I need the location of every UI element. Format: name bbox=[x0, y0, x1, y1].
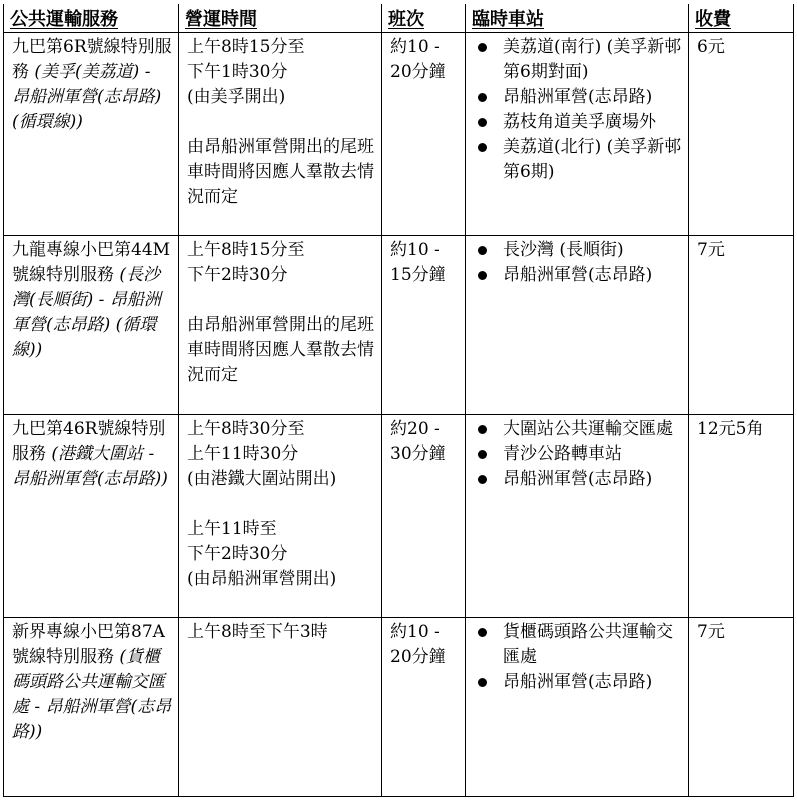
hours-line: 下午1時30分 bbox=[187, 62, 288, 82]
stop-name: 昂船洲軍營(志昂路) bbox=[503, 265, 653, 285]
hours-block bbox=[187, 135, 375, 210]
service-route: (貨櫃碼頭路公共運輸交匯處 - 昂船洲軍營(志昂路)) bbox=[12, 647, 172, 742]
hours-line: 上午8時15分至 bbox=[187, 240, 305, 260]
hours-block bbox=[187, 417, 375, 492]
list-item bbox=[474, 670, 682, 695]
hours-block bbox=[187, 35, 375, 110]
bullet-icon bbox=[478, 271, 487, 280]
fare-cell: 12元5角 bbox=[689, 415, 794, 618]
service-cell bbox=[4, 236, 179, 415]
stops-cell bbox=[466, 618, 689, 797]
hours-line: 上午8時至下午3時 bbox=[187, 622, 328, 642]
hours-block bbox=[187, 620, 375, 645]
table-row bbox=[4, 33, 794, 236]
bullet-icon bbox=[478, 475, 487, 484]
service-name: 新界專線小巴第87A號線特別服務 bbox=[12, 622, 165, 667]
hours-line: 上午8時30分至 bbox=[187, 419, 305, 439]
hours-line: (由港鐵大圍站開出) bbox=[187, 469, 337, 489]
hours-line: 上午11時至 bbox=[187, 519, 277, 539]
hours-block bbox=[187, 238, 375, 288]
table-row bbox=[4, 236, 794, 415]
stop-name: 昂船洲軍營(志昂路) bbox=[503, 469, 653, 489]
list-item bbox=[474, 620, 682, 670]
hours-cell bbox=[179, 236, 382, 415]
stop-name: 昂船洲軍營(志昂路) bbox=[503, 672, 653, 692]
list-item bbox=[474, 110, 682, 135]
list-item bbox=[474, 238, 682, 263]
stops-list bbox=[474, 417, 682, 492]
bullet-icon bbox=[478, 425, 487, 434]
bullet-icon bbox=[478, 118, 487, 127]
bullet-icon bbox=[478, 93, 487, 102]
transport-services-table bbox=[3, 4, 794, 797]
bullet-icon bbox=[478, 246, 487, 255]
hours-spacer bbox=[187, 492, 375, 517]
stop-name: 貨櫃碼頭路公共運輸交匯處 bbox=[503, 622, 673, 667]
header-fare: 收費 bbox=[689, 4, 794, 33]
stops-cell bbox=[466, 33, 689, 236]
list-item bbox=[474, 417, 682, 442]
bullet-icon bbox=[478, 450, 487, 459]
stops-cell bbox=[466, 415, 689, 618]
frequency-cell: 約10 - 20分鐘 bbox=[382, 618, 466, 797]
service-cell bbox=[4, 33, 179, 236]
list-item bbox=[474, 467, 682, 492]
stop-name: 荔枝角道美孚廣場外 bbox=[503, 112, 656, 132]
header-hours: 營運時間 bbox=[179, 4, 382, 33]
bullet-icon bbox=[478, 628, 487, 637]
hours-spacer bbox=[187, 110, 375, 135]
bullet-icon bbox=[478, 43, 487, 52]
list-item bbox=[474, 35, 682, 85]
hours-cell bbox=[179, 415, 382, 618]
stops-list bbox=[474, 35, 682, 185]
service-name: 九巴第6R號線特別服務 bbox=[12, 37, 172, 82]
frequency-cell: 約20 - 30分鐘 bbox=[382, 415, 466, 618]
hours-cell bbox=[179, 618, 382, 797]
stop-name: 長沙灣 (長順街) bbox=[503, 240, 624, 260]
service-cell bbox=[4, 415, 179, 618]
list-item bbox=[474, 135, 682, 185]
table-header-row bbox=[4, 4, 794, 33]
bullet-icon bbox=[478, 143, 487, 152]
stop-name: 美荔道(南行) (美孚新邨第6期對面) bbox=[503, 37, 682, 82]
hours-spacer bbox=[187, 288, 375, 313]
hours-line: 上午8時15分至 bbox=[187, 37, 305, 57]
service-route: (港鐵大圍站 - 昂船洲軍營(志昂路)) bbox=[12, 444, 168, 489]
list-item bbox=[474, 263, 682, 288]
stop-name: 昂船洲軍營(志昂路) bbox=[503, 87, 653, 107]
fare-cell: 7元 bbox=[689, 618, 794, 797]
hours-cell bbox=[179, 33, 382, 236]
stop-name: 美荔道(北行) (美孚新邨第6期) bbox=[503, 137, 682, 182]
hours-block bbox=[187, 517, 375, 592]
frequency-cell: 約10 - 15分鐘 bbox=[382, 236, 466, 415]
stop-name: 大圍站公共運輸交匯處 bbox=[503, 419, 673, 439]
hours-line: 下午2時30分 bbox=[187, 544, 288, 564]
stop-name: 青沙公路轉車站 bbox=[503, 444, 622, 464]
stops-list bbox=[474, 620, 682, 695]
list-item bbox=[474, 85, 682, 110]
stops-cell bbox=[466, 236, 689, 415]
table-row bbox=[4, 618, 794, 797]
hours-block bbox=[187, 313, 375, 388]
header-stops: 臨時車站 bbox=[466, 4, 689, 33]
service-cell bbox=[4, 618, 179, 797]
hours-line: 由昂船洲軍營開出的尾班車時間將因應人羣散去情況而定 bbox=[187, 137, 374, 207]
table-body bbox=[4, 33, 794, 797]
table-row bbox=[4, 415, 794, 618]
hours-line: 由昂船洲軍營開出的尾班車時間將因應人羣散去情況而定 bbox=[187, 315, 374, 385]
hours-line: (由昂船洲軍營開出) bbox=[187, 569, 337, 589]
fare-cell: 7元 bbox=[689, 236, 794, 415]
header-frequency: 班次 bbox=[382, 4, 466, 33]
service-name: 九龍專線小巴第44M號線特別服務 bbox=[12, 240, 171, 285]
service-route: (美孚(美荔道) - 昂船洲軍營(志昂路) (循環線)) bbox=[12, 62, 162, 132]
hours-line: (由美孚開出) bbox=[187, 87, 286, 107]
stops-list bbox=[474, 238, 682, 288]
fare-cell: 6元 bbox=[689, 33, 794, 236]
hours-line: 下午2時30分 bbox=[187, 265, 288, 285]
list-item bbox=[474, 442, 682, 467]
service-name: 九巴第46R號線特別服務 bbox=[12, 419, 166, 464]
header-service: 公共運輸服務 bbox=[4, 4, 179, 33]
frequency-cell: 約10 - 20分鐘 bbox=[382, 33, 466, 236]
hours-line: 上午11時30分 bbox=[187, 444, 299, 464]
bullet-icon bbox=[478, 678, 487, 687]
service-route: (長沙灣(長順街) - 昂船洲軍營(志昂路) (循環線)) bbox=[12, 265, 161, 360]
